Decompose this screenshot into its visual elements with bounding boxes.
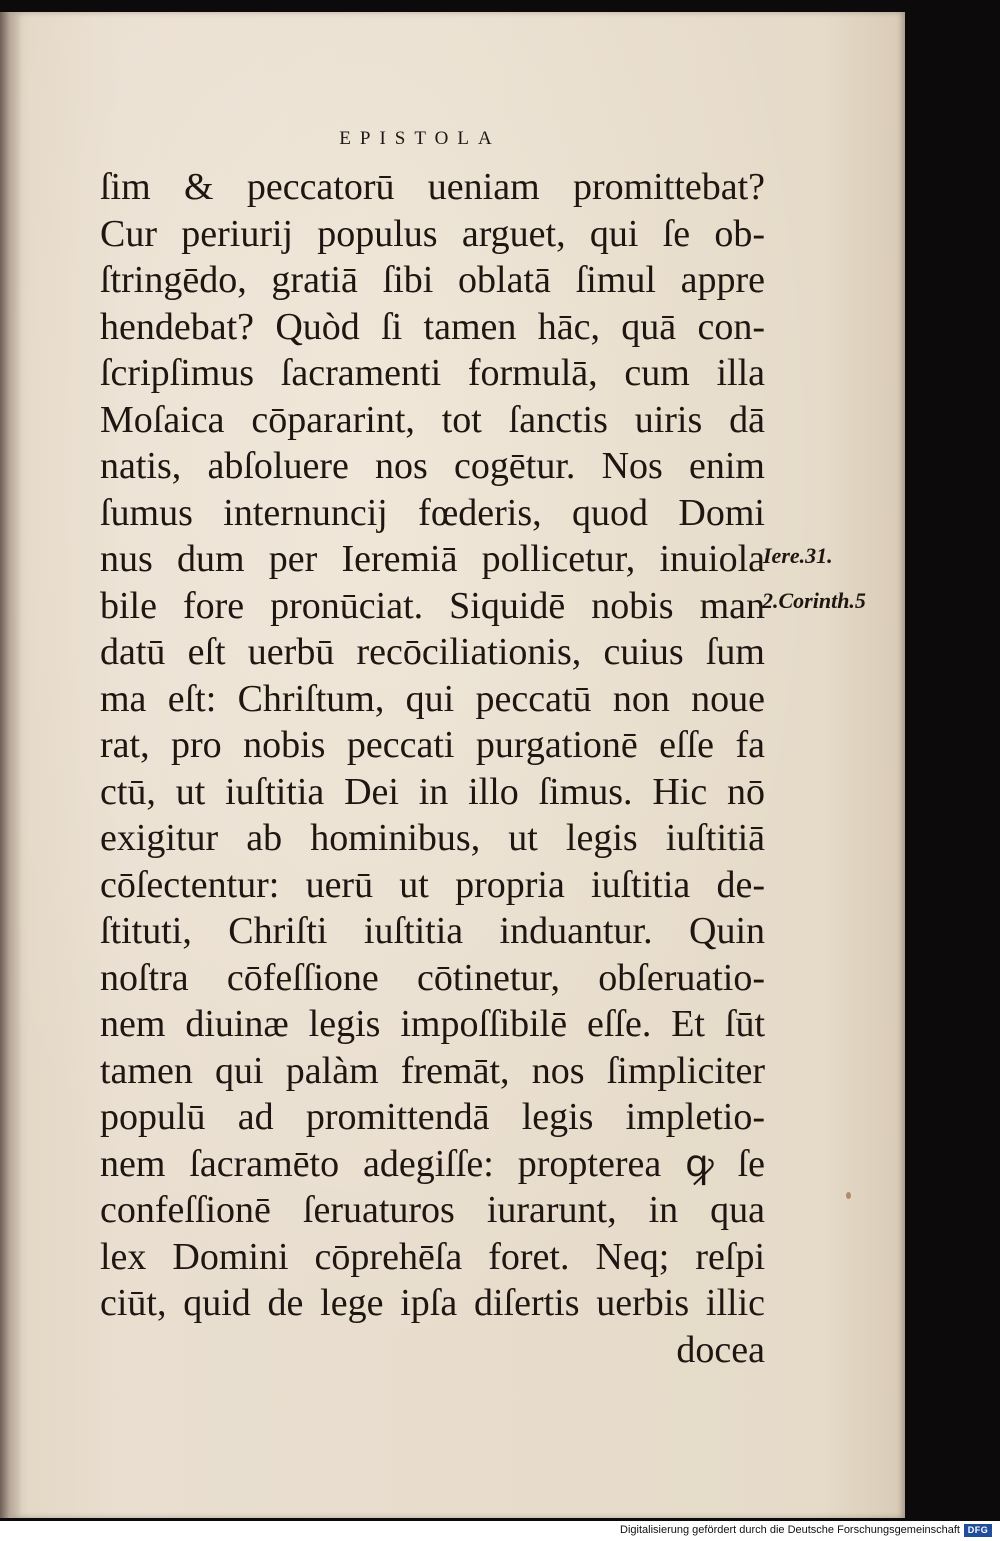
text-line: Moſaica cōpararint, tot ſanctis uiris dā bbox=[100, 398, 765, 441]
text-line: nem ſacramēto adegiſſe: propterea ꝙ ſe bbox=[100, 1142, 765, 1185]
marginal-note-jeremiah: Iere.31. bbox=[763, 543, 833, 568]
text-line: nus dum per Ieremiā pollicetur, inuiola bbox=[100, 538, 765, 580]
text-line: ctū, ut iuſtitia Dei in illo ſimus. Hic nō bbox=[100, 770, 765, 813]
text-line: ſtituti, Chriſti iuſtitia induantur. Quin bbox=[100, 910, 765, 952]
text-line: datū eſt uerbū recōciliationis, cuius ſum bbox=[100, 631, 765, 673]
catchword: docea bbox=[676, 1328, 765, 1371]
text-line: ſim & peccatorū ueniam promittebat? bbox=[100, 166, 765, 208]
text-line: ſtringēdo, gratiā ſibi oblatā ſimul appre bbox=[100, 259, 765, 301]
funding-credit: Digitalisierung gefördert durch die Deutsche Forschungsgemeinschaft bbox=[620, 1524, 960, 1536]
text-line: cōſectentur: uerū ut propria iuſtitia de- bbox=[100, 863, 765, 906]
text-line: lex Domini cōprehēſa foret. Neq; reſpi bbox=[100, 1235, 765, 1278]
text-line: ſumus internuncĳ fœderis, quod Domi bbox=[100, 491, 765, 534]
text-line: Cur periurĳ populus arguet, qui ſe ob- bbox=[100, 212, 765, 255]
running-head: EPISTOLA bbox=[339, 128, 501, 149]
text-line: ma eſt: Chriſtum, qui peccatū non noue bbox=[100, 677, 765, 720]
paper-stain bbox=[846, 1192, 851, 1199]
text-line: ciūt, quid de lege ipſa diſertis uerbis illic bbox=[100, 1282, 765, 1324]
text-line: hendebat? Quòd ſi tamen hāc, quā con- bbox=[100, 305, 765, 348]
text-line: confeſſionē ſeruaturos iurarunt, in qua bbox=[100, 1189, 765, 1231]
text-line: nem diuinæ legis impoſſibilē eſſe. Et ſūt bbox=[100, 1003, 765, 1045]
text-line: rat, pro nobis peccati purgationē eſſe fa bbox=[100, 724, 765, 766]
text-line: tamen qui palàm fremāt, nos ſimpliciter bbox=[100, 1049, 765, 1092]
footer-bar bbox=[0, 1521, 1000, 1541]
text-line: ſcripſimus ſacramenti formulā, cum illa bbox=[100, 352, 765, 394]
page-gutter-shadow bbox=[0, 12, 22, 1518]
text-line: populū ad promittendā legis impletio- bbox=[100, 1096, 765, 1138]
text-line: exigitur ab hominibus, ut legis iuſtitiā bbox=[100, 817, 765, 859]
text-line: natis, abſoluere nos cogētur. Nos enim bbox=[100, 445, 765, 487]
dfg-logo: DFG bbox=[964, 1524, 992, 1537]
body-text bbox=[100, 164, 765, 1373]
text-line: bile fore pronūciat. Siquidē nobis man bbox=[100, 584, 765, 627]
marginal-note-corinthians: 2.Corinth.5 bbox=[762, 588, 866, 613]
book-page bbox=[0, 12, 905, 1518]
text-line: noſtra cōfeſſione cōtinetur, obſeruatio- bbox=[100, 956, 765, 999]
